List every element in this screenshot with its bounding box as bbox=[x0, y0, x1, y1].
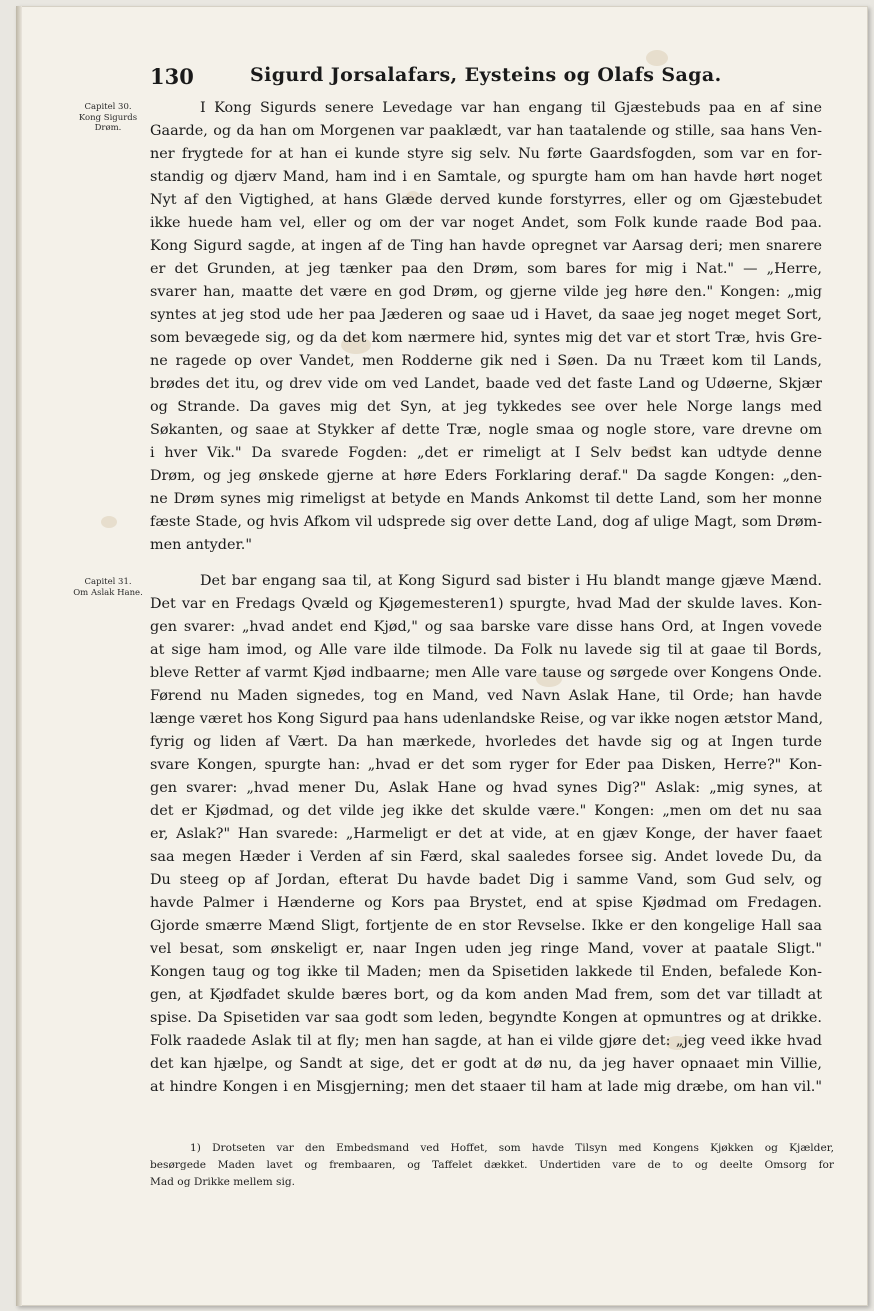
body-line: bleve Retter af varmt Kjød indbaarne; men Alle vare tause og sørgede over Kongens Onde. bbox=[150, 665, 822, 681]
book-page bbox=[16, 6, 868, 1306]
body-line: det kan hjælpe, og Sandt at sige, det er godt at dø nu, da jeg haver opnaaet min Villie, bbox=[150, 1056, 822, 1072]
body-line: fæste Stade, og hvis Afkom vil udsprede sig over dette Land, dog af ulige Magt, som Drøm- bbox=[150, 514, 822, 530]
body-line: Nyt af den Vigtighed, at hans Glæde derved kunde forstyrres, eller og om Gjæstebudet bbox=[150, 192, 822, 208]
body-line: syntes at jeg stod ude her paa Jæderen og saae ud i Havet, da saae jeg noget meget Sort, bbox=[150, 307, 822, 323]
footnote-line: besørgede Maden lavet og frembaaren, og Taffelet dækket. Undertiden vare de to og deelte Omsorg for bbox=[150, 1159, 834, 1171]
body-line: Kong Sigurd sagde, at ingen af de Ting han havde opregnet var Aarsag deri; men snarere bbox=[150, 238, 822, 254]
page-number: 130 bbox=[150, 64, 194, 89]
body-line: i hver Vik." Da svarede Fogden: „det er rimeligt at I Selv bedst kan udtyde denne bbox=[150, 445, 822, 461]
sidenote-line: Capitel 31. bbox=[84, 577, 132, 587]
sidenote-chapter-30 bbox=[62, 102, 154, 134]
body-line: og Strande. Da gaves mig det Syn, at jeg tykkedes see over hele Norge langs med bbox=[150, 399, 822, 415]
footnote-line: 1) Drotseten var den Embedsmand ved Hoffet, som havde Tilsyn med Kongens Kjøkken og Kjælder, bbox=[190, 1142, 834, 1154]
body-line: Søkanten, og saae at Stykker af dette Træ, nogle smaa og nogle store, vare drevne om bbox=[150, 422, 822, 438]
sidenote-line: Drøm. bbox=[94, 123, 122, 133]
body-line: fyrig og liden af Vært. Da han mærkede, hvorledes det havde sig og at Ingen turde bbox=[150, 734, 822, 750]
paper-stain bbox=[101, 516, 117, 528]
body-line: standig og djærv Mand, ham ind i en Samtale, og spurgte ham om han havde hørt noget bbox=[150, 169, 822, 185]
body-line: Det var en Fredags Qvæld og Kjøgemesteren1) spurgte, hvad Mad der skulde laves. Kon- bbox=[150, 596, 822, 612]
body-line: I Kong Sigurds senere Levedage var han engang til Gjæstebuds paa en af sine bbox=[200, 100, 822, 116]
body-line: det er Kjødmad, og det vilde jeg ikke det skulde være." Kongen: „men om det nu saa bbox=[150, 803, 822, 819]
body-line: Gjorde smærre Mænd Sligt, fortjente de en stor Revselse. Ikke er den kongelige Hall saa bbox=[150, 918, 822, 934]
body-line: Gaarde, og da han om Morgenen var paaklædt, var han taatalende og stille, saa hans Ven- bbox=[150, 123, 822, 139]
sidenote-chapter-31 bbox=[62, 577, 154, 598]
body-line: som bevægede sig, og da det kom nærmere hid, syntes mig det var et stort Træ, hvis Gre- bbox=[150, 330, 822, 346]
body-line: Folk raadede Aslak til at fly; men han sagde, at han ei vilde gjøre det: „jeg veed ikke hvad bbox=[150, 1033, 822, 1049]
body-line: svare Kongen, spurgte han: „hvad er det som ryger for Eder paa Disken, Herre?" Kon- bbox=[150, 757, 822, 773]
body-line: svarer han, maatte det være en god Drøm, og gjerne vilde jeg høre den." Kongen: „mig bbox=[150, 284, 822, 300]
body-line: gen svarer: „hvad andet end Kjød," og saa barske vare disse hans Ord, at Ingen vovede bbox=[150, 619, 822, 635]
body-line: at hindre Kongen i en Misgjerning; men det staaer til ham at lade mig dræbe, om han vil." bbox=[150, 1079, 822, 1095]
body-line: vel besat, som ønskeligt er, naar Ingen uden jeg ringe Mand, vover at paatale Sligt." bbox=[150, 941, 822, 957]
body-line: saa megen Hæder i Verden af sin Færd, skal saaledes forsee sig. Andet lovede Du, da bbox=[150, 849, 822, 865]
body-line: Kongen taug og tog ikke til Maden; men da Spisetiden lakkede til Enden, befalede Kon- bbox=[150, 964, 822, 980]
body-line: gen svarer: „hvad mener Du, Aslak Hane og hvad synes Dig?" Aslak: „mig synes, at bbox=[150, 780, 822, 796]
body-line: Du steeg op af Jordan, efterat Du havde badet Dig i samme Vand, som Gud selv, og bbox=[150, 872, 822, 888]
page-header bbox=[150, 64, 840, 96]
body-line: gen, at Kjødfadet skulde bæres bort, og da kom anden Mad frem, som det var tilladt at bbox=[150, 987, 822, 1003]
body-line: er, Aslak?" Han svarede: „Harmeligt er det at vide, at en gjæv Konge, der haver faaet bbox=[150, 826, 822, 842]
page-spine-shadow bbox=[16, 6, 22, 1306]
body-line: Det bar engang saa til, at Kong Sigurd sad bister i Hu blandt mange gjæve Mænd. bbox=[200, 573, 822, 589]
body-line: ne Drøm synes mig rimeligst at betyde en Mands Ankomst til dette Land, som her monne bbox=[150, 491, 822, 507]
body-line: er det Grunden, at jeg tænker paa den Drøm, som bares for mig i Nat." — „Herre, bbox=[150, 261, 822, 277]
body-line: ner frygtede for at han ei kunde styre sig selv. Nu førte Gaardsfogden, som var en for- bbox=[150, 146, 822, 162]
body-line bbox=[150, 1099, 822, 1122]
body-line: men antyder." bbox=[150, 537, 252, 553]
body-line: Førend nu Maden signedes, tog en Mand, ved Navn Aslak Hane, til Orde; han havde bbox=[150, 688, 822, 704]
body-line: havde Palmer i Hænderne og Kors paa Brystet, end at spise Kjødmad om Fredagen. bbox=[150, 895, 822, 911]
sidenote-line: Kong Sigurds bbox=[78, 112, 138, 123]
body-line: at sige ham imod, og Alle vare ilde tilmode. Da Folk nu lavede sig til at gaae til Bords, bbox=[150, 642, 822, 658]
running-title: Sigurd Jorsalafars, Eysteins og Olafs Saga. bbox=[250, 64, 722, 86]
body-line: spise. Da Spisetiden var saa godt som leden, begyndte Kongen at opmuntres og at drikke. bbox=[150, 1010, 822, 1026]
footnote-line: Mad og Drikke mellem sig. bbox=[150, 1176, 296, 1188]
body-line: Drøm, og jeg ønskede gjerne at høre Eders Forklaring deraf." Da sagde Kongen: „den- bbox=[150, 468, 822, 484]
body-line: ne ragede op over Vandet, men Rodderne gik ned i Søen. Da nu Træet kom til Lands, bbox=[150, 353, 822, 369]
body-line: brødes det itu, og drev vide om ved Landet, baade ved det faste Land og Udøerne, Skjær bbox=[150, 376, 822, 392]
body-line: længe været hos Kong Sigurd paa hans udenlandske Reise, og var ikke nogen ætstor Mand, bbox=[150, 711, 824, 727]
sidenote-line: Capitel 30. bbox=[84, 102, 132, 112]
sidenote-line: Om Aslak Hane. bbox=[73, 587, 143, 598]
body-line: ikke huede ham vel, eller og om der var noget Andet, som Folk kunde raade Bod paa. bbox=[150, 215, 822, 231]
